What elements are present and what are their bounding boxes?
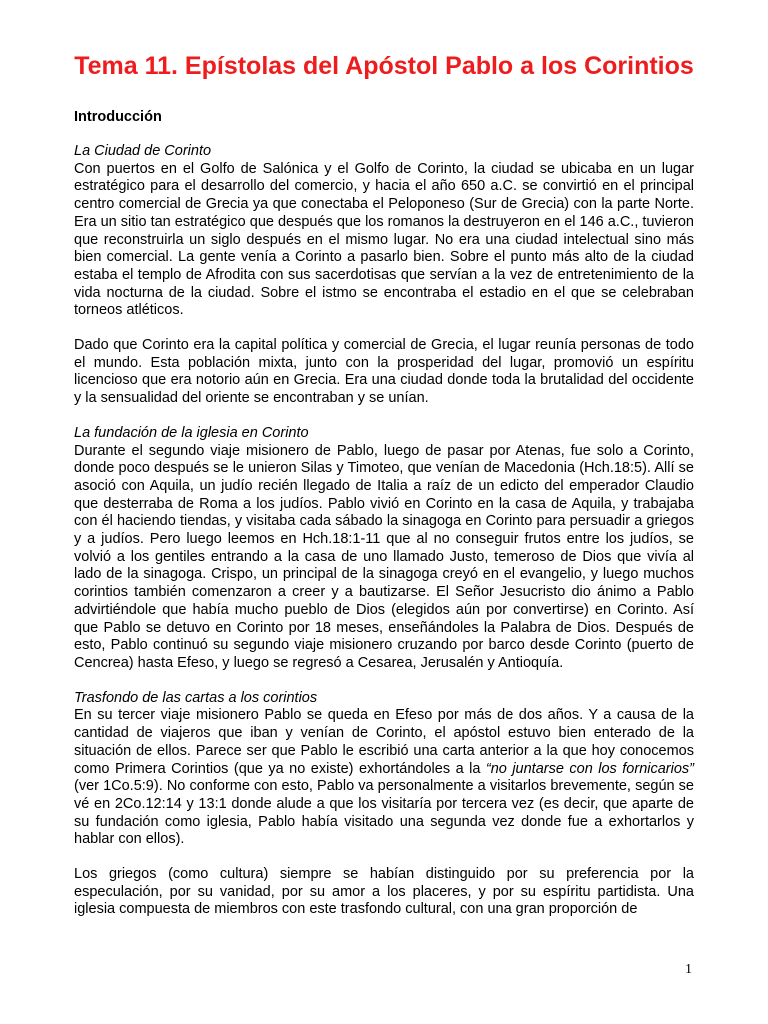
section-heading-ciudad: La Ciudad de Corinto	[74, 143, 212, 159]
paragraph-trasfondo-2: Los griegos (como cultura) siempre se habían distinguido por su preferencia por la especulación, por su vanidad, por su amor a los placeres, y por su espíritu partidista. Una iglesia compuesta de miembros con este trasfondo cultural, con una gran proporción de	[74, 866, 694, 918]
paragraph-ciudad-1: Con puertos en el Golfo de Salónica y el Golfo de Corinto, la ciudad se ubicaba en un lugar estratégico para el desarrollo del comercio, y hacia el año 650 a.C. se convirtió en el principal centro comercial de Grecia ya que conectaba el Peloponeso (Sur de Grecia) con la parte Norte. Era un sitio tan estratégico que después que los romanos la destruyeron en el 146 a.C., tuvieron que reconstruirla un siglo después en el mismo lugar. No era una ciudad intelectual sino más bien comercial. La gente venía a Corinto a pasarlo bien. Sobre el punto más alto de la ciudad estaba el templo de Afrodita con sus sacerdotisas que servían a la vez de entretenimiento de la vida nocturna de la ciudad. Sobre el istmo se encontraba el estadio en el que se celebraban torneos atléticos.	[74, 160, 694, 319]
paragraph-trasfondo-1-part-b: (ver 1Co.5:9). No conforme con esto, Pablo va personalmente a visitarlos brevemente, según se vé en 2Co.12:14 y 13:1 donde alude a que los visitaría por tercera vez (es decir, que aparte de su fundación como iglesia, Pablo había visitado una segunda vez donde fue a exhortarlos y hablar con ellos).	[74, 778, 694, 848]
document-page	[74, 50, 694, 919]
intro-heading: Introducción	[74, 109, 162, 125]
paragraph-fundacion-1: Durante el segundo viaje misionero de Pablo, luego de pasar por Atenas, fue solo a Corinto, donde poco después se le unieron Silas y Timoteo, que venían de Macedonia (Hch.18:5). Allí se asoció con Aquila, un judío recién llegado de Italia a raíz de un edicto del emperador Claudio que desterraba de Roma a los judíos. Pablo vivió en Corinto en la casa de Aquila, y trabajaba con él haciendo tiendas, y visitaba cada sábado la sinagoga en Corinto para persuadir a griegos y a judíos. Pero luego leemos en Hch.18:1-11 que al no conseguir frutos entre los judíos, se volvió a los gentiles entrando a la casa de uno llamado Justo, temeroso de Dios que vivía al lado de la sinagoga. Crispo, un principal de la sinagoga creyó en el evangelio, y luego muchos corintios también comenzaron a creer y a bautizarse. El Señor Jesucristo dio ánimo a Pablo advirtiéndole que había mucho pueblo de Dios (elegidos aún por convertirse) en Corinto. Así que Pablo se detuvo en Corinto por 18 meses, enseñándoles la Palabra de Dios. Después de esto, Pablo continuó su segundo viaje misionero cruzando por barco desde Corinto (puerto de Cencrea) hasta Efeso, y luego se regresó a Cesarea, Jerusalén y Antioquía.	[74, 442, 694, 671]
document-title: Tema 11. Epístolas del Apóstol Pablo a los Corintios	[74, 52, 694, 80]
quote-no-juntarse: “no juntarse con los fornicarios”	[485, 760, 694, 777]
section-heading-trasfondo: Trasfondo de las cartas a los corintios	[74, 689, 318, 706]
section-heading-fundacion: La fundación de la iglesia en Corinto	[74, 424, 309, 441]
paragraph-trasfondo-1-part-a: En su tercer viaje misionero Pablo se queda en Efeso por más de dos años. Y a causa de la cantidad de viajeros que iban y venían de Corinto, el apóstol estuvo bien enterado de la situación de ellos. Parece ser que Pablo le escribió una carta anterior a la que hoy conocemos como Primera Corintios (que ya no existe) exhortándoles a la	[74, 707, 694, 777]
paragraph-ciudad-2: Dado que Corinto era la capital política y comercial de Grecia, el lugar reunía personas de todo el mundo. Esta población mixta, junto con la prosperidad del lugar, promovió un espíritu licencioso que era notorio aún en Grecia. Era una ciudad donde toda la brutalidad del occidente y la sensualidad del oriente se encontraban y se unían.	[74, 337, 694, 407]
paragraph-trasfondo-1	[74, 707, 694, 849]
page-number: 1	[685, 962, 692, 977]
